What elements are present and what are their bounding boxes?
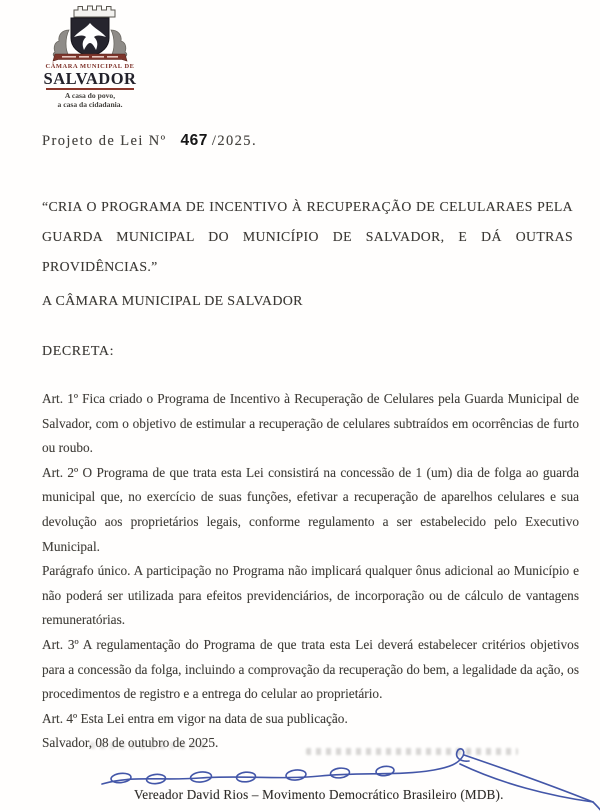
logo-tagline-2: a casa da cidadania. (57, 99, 123, 109)
preamble-line: A CÂMARA MUNICIPAL DE SALVADOR (42, 294, 303, 309)
logo-divider (46, 88, 134, 90)
letterhead-logo (36, 4, 144, 110)
crown-shape (74, 6, 115, 17)
right-supporter-shape (111, 30, 127, 57)
left-supporter-shape (53, 30, 69, 57)
enacting-clause: DECRETA: (42, 344, 115, 359)
epigraph-line: “CRIA O PROGRAMA DE INCENTIVO À RECUPERAÇÃO DE CELULARAES PELA (42, 199, 573, 214)
article-2: Art. 2º O Programa de que trata esta Lei consistirá na concessão de 1 (um) dia de folga ao guarda municipal que, no exercício de suas funções, efetivar a recuperação de aparelhos celulares e sua devolução aos proprietários legais, conforme regulamento a ser estabelecido pelo Executivo Municipal. (42, 464, 579, 554)
date-line: Salvador, 08 de outubro de 2025. (42, 735, 219, 751)
coat-of-arms-icon (38, 4, 142, 62)
bill-number-year: /2025. (211, 133, 257, 149)
bill-number-label: Projeto de Lei Nº (42, 133, 167, 149)
bill-epigraph (42, 192, 573, 282)
epigraph-line: GUARDA MUNICIPAL DO MUNICÍPIO DE SALVADOR, E DÁ OUTRAS (42, 229, 573, 244)
sole-paragraph: Parágrafo único. A participação no Programa não implicará qualquer ônus adicional ao Município e não poderá ser utilizada para efeitos previdenciários, de incorporação ou de cálculo de vantagens remuneratórias. (42, 563, 579, 628)
article-4: Art. 4º Esta Lei entra em vigor na data de sua publicação. (42, 710, 348, 726)
bill-number-value: 467 (180, 132, 208, 149)
org-name-small: CÂMARA MUNICIPAL DE (45, 63, 135, 70)
signatory-name: Vereador David Rios – Movimento Democrático Brasileiro (MDB). (134, 787, 504, 802)
article-1: Art. 1º Fica criado o Programa de Incentivo à Recuperação de Celulares pela Guarda Municipal de Salvador, com o objetivo de estimular a recuperação de celulares subtraídos em ocorrências de furto ou roubo. (42, 391, 579, 456)
article-3: Art. 3º A regulamentação do Programa de que trata esta Lei deverá estabelecer critérios objetivos para a concessão da folga, incluindo a comprovação da recuperação do bem, a legalidade da ação, os procedimentos de registro e a entrega do celular ao proprietário. (42, 636, 579, 702)
epigraph-line: PROVIDÊNCIAS.” (42, 259, 158, 274)
logo-tagline-1: A casa do povo, (64, 91, 116, 101)
articles-body (42, 387, 579, 756)
org-name-large: SALVADOR (43, 69, 137, 88)
bill-number-line (42, 132, 257, 150)
